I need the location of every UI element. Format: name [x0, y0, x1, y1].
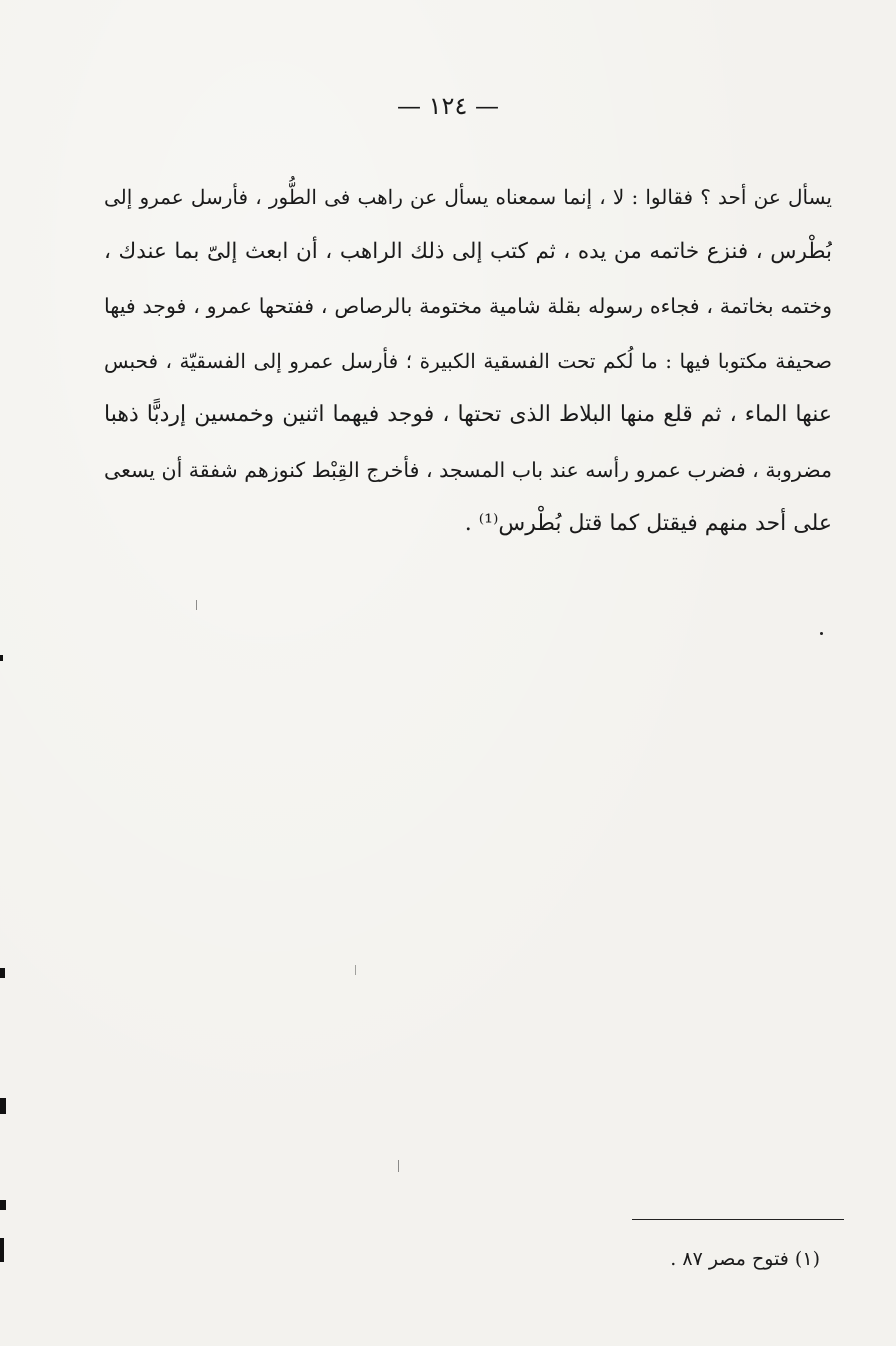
text-line: بُطْرس ، فنزع خاتمه من يده ، ثم كتب إلى ذلك الراهب ، أن ابعث إلىّ بما عندك ،: [104, 238, 832, 264]
text-line: صحيفة مكتوبا فيها : ما لُكم تحت الفسقية الكبيرة ؛ فأرسل عمرو إلى الفسقيّة ، فحبس: [104, 348, 832, 373]
scan-speck: [820, 632, 823, 635]
scan-edge-mark: [0, 1200, 6, 1210]
scan-edge-mark: [0, 1238, 4, 1262]
scan-edge-mark: [0, 968, 5, 978]
page-number: — ١٢٤ —: [397, 92, 499, 120]
text-line: مضروبة ، فضرب عمرو رأسه عند باب المسجد ، فأخرج القِبْط كنوزهم شفقة أن يسعى: [104, 457, 832, 482]
text-line: عنها الماء ، ثم قلع منها البلاط الذى تحتها ، فوجد فيهما اثنين وخمسين إردبًّا ذهبا: [104, 402, 832, 427]
scan-edge-mark: [0, 1098, 6, 1114]
text-line-last: على أحد منهم فيقتل كما قتل بُطْرس⁽¹⁾ .: [464, 511, 832, 536]
scan-speck: [196, 600, 197, 610]
text-line: يسأل عن أحد ؟ فقالوا : لا ، إنما سمعناه يسأل عن راهب فى الطُّور ، فأرسل عمرو إلى: [104, 185, 832, 209]
scan-speck: [398, 1160, 399, 1172]
body-text: [104, 170, 832, 552]
text-line: وختمه بخاتمة ، فجاءه رسوله بقلة شامية مختومة بالرصاص ، ففتحها عمرو ، فوجد فيها: [104, 294, 832, 318]
footnote: (١) فتوح مصر ٨٧ .: [670, 1248, 820, 1270]
scan-speck: [355, 965, 356, 975]
footnote-divider: [632, 1219, 844, 1220]
scan-edge-mark: [0, 655, 3, 661]
